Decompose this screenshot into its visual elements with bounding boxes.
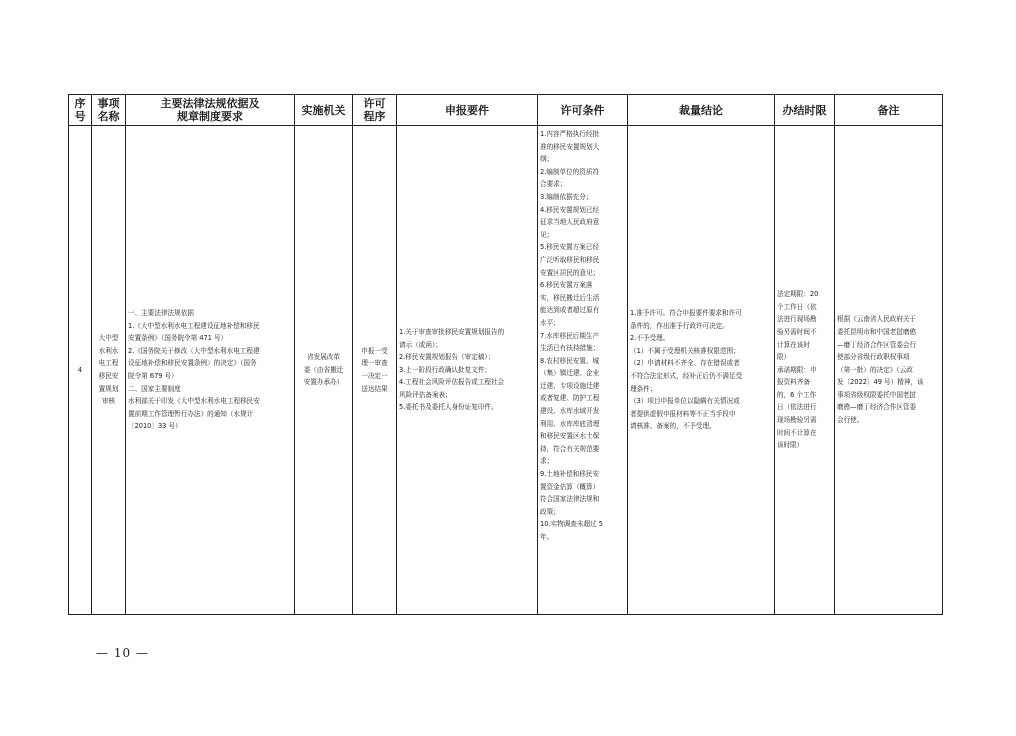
cell-serial: 4: [69, 126, 92, 615]
cell-time-limit: [775, 126, 835, 615]
cell-line: 设征地补偿和移民安置条例〉的决定》（国务: [128, 359, 257, 368]
page-number: — 10 —: [96, 646, 149, 660]
cell-line: 安置区居民的意见；: [540, 268, 600, 277]
cell-line: 风险评估备案表；: [399, 390, 452, 399]
cell-line: 2.编制单位的资质符: [540, 167, 600, 176]
cell-line: 3.上一阶段行政确认批复文件；: [399, 365, 492, 374]
cell-line: 4.移民安置规划已经: [540, 205, 600, 214]
permit-table: [68, 94, 943, 615]
cell-line: 移民安: [98, 372, 119, 380]
cell-line: —磨丁经济合作区管委会行: [837, 340, 917, 349]
cell-line: 现场勘验另需: [777, 416, 817, 425]
cell-line: 二、国家主要制度: [128, 384, 181, 393]
cell-line: 置资金估算（概算）: [540, 482, 600, 491]
cell-line: 5.移民安置方案已经: [540, 243, 600, 252]
cell-line: 准的移民安置规划大: [540, 142, 600, 151]
cell-line: 法进行现场勘: [777, 315, 817, 324]
cell-legal-basis: [126, 126, 295, 615]
cell-line: 申报一受: [361, 346, 388, 355]
cell-line: 使部分省级行政职权事项: [837, 353, 910, 362]
cell-line: 实，移民搬迁后生活: [540, 293, 600, 302]
cell-line: 4.工程社会风险评估报告或工程社会: [399, 378, 505, 387]
header-time-limit: 办结时限: [775, 95, 835, 126]
cell-line: 求；: [540, 457, 554, 466]
cell-line: 2.移民安置规划报告（审定稿）；: [399, 353, 495, 362]
cell-line: （第一批）的决定》（云政: [837, 365, 913, 374]
cell-line: 置前期工作管理暂行办法》的通知（水规计: [128, 409, 254, 418]
cell-line: 验另需时间不: [777, 327, 817, 336]
cell-conditions: [538, 126, 628, 615]
cell-line: 根据《云南省人民政府关于: [837, 315, 917, 324]
cell-line: 会行使。: [837, 416, 864, 425]
cell-line: 安置条例》（国务院令第 471 号）: [128, 334, 228, 343]
cell-line: （集）镇迁建、企业: [540, 369, 600, 378]
cell-line: 委托昆明市和中国老挝磨憨: [837, 327, 917, 336]
cell-line: 或者复建、防护工程: [540, 394, 600, 403]
header-agency: 实施机关: [295, 95, 353, 126]
cell-line: 7.水库移民后期生产: [540, 331, 600, 340]
cell-line: 1.关于审查审批移民安置规划报告的: [399, 327, 505, 336]
cell-line: 1.准予许可。符合申报要件要求和许可: [630, 309, 742, 318]
cell-line: 一决定一: [361, 372, 388, 380]
cell-line: 理一审查: [361, 359, 388, 368]
cell-line: 10.实物调查未超过 5: [540, 520, 603, 529]
cell-line: 利用、水库库底清理: [540, 419, 600, 428]
cell-line: 请示（或函）；: [399, 340, 442, 349]
cell-procedure: [353, 126, 397, 615]
cell-conclusion: [628, 126, 775, 615]
cell-line: 计算在该时: [777, 340, 810, 349]
header-legal-basis: 主要法律法规依据及 规章制度要求: [126, 95, 295, 126]
cell-line: 省发展改革: [307, 353, 340, 362]
cell-line: 安置办承办）: [303, 378, 344, 387]
header-materials: 申报要件: [397, 95, 538, 126]
cell-line: 8.农村移民安置、城: [540, 356, 600, 365]
cell-line: （1）不属于受理机关核准权限范围；: [630, 346, 740, 355]
cell-line: 报资料齐备: [777, 378, 810, 387]
cell-line: 年。: [540, 533, 554, 541]
cell-line: 委（由省搬迁: [303, 365, 344, 374]
cell-line: 建设、水库水域开发: [540, 407, 600, 416]
cell-line: （2）申请材料不齐全、存在错误或者: [630, 359, 740, 368]
cell-line: 个工作日（依: [777, 302, 817, 311]
header-row: [69, 95, 943, 126]
cell-line: 审核: [101, 397, 116, 406]
cell-line: （3）项目申报单位以隐瞒有关情况或: [630, 397, 740, 406]
cell-line: 征求当地人民政府意: [540, 218, 600, 227]
cell-line: 9.土地补偿和移民安: [540, 470, 600, 479]
header-remarks: 备注: [835, 95, 943, 126]
cell-line: 能达到或者超过原有: [540, 306, 600, 315]
cell-line: 1.内容严格执行经批: [540, 130, 600, 138]
cell-line: 一、主要法律法规依据: [128, 309, 194, 318]
cell-line: 的，6 个工作: [777, 390, 817, 399]
cell-line: 大中型: [98, 334, 119, 343]
cell-item-name: [92, 126, 126, 615]
cell-line: 2.《国务院关于修改〈大中型水利水电工程建: [128, 346, 260, 355]
cell-line: 不符合法定形式，经补正后仍不满足受: [630, 372, 743, 380]
cell-line: 政策；: [540, 507, 560, 516]
cell-line: 限）: [777, 353, 791, 362]
cell-line: 〔2010〕33 号）: [128, 422, 182, 431]
cell-line: 3.编制依据充分；: [540, 192, 593, 201]
cell-line: 2.不予受理。: [630, 334, 670, 343]
cell-line: 发〔2022〕49 号）精神，该: [837, 378, 924, 387]
header-procedure: 许可 程序: [353, 95, 397, 126]
cell-line: 事项省级权限委托中国老挝: [837, 390, 917, 399]
header-conclusion: 裁量结论: [628, 95, 775, 126]
cell-line: 水利部关于印发《大中型水利水电工程移民安: [128, 397, 260, 406]
cell-line: 时间不计算在: [777, 428, 817, 437]
cell-line: 迁建、专项设施迁建: [540, 381, 600, 390]
cell-line: 合要求；: [540, 180, 567, 189]
cell-line: 院令第 679 号）: [128, 372, 178, 380]
header-conditions: 许可条件: [538, 95, 628, 126]
cell-line: 5.委托书及委托人身份证复印件。: [399, 403, 498, 412]
cell-line: 者提供虚假申报材料等不正当手段申: [630, 409, 736, 418]
cell-line: 水平；: [540, 318, 560, 327]
table-row: [69, 126, 943, 615]
cell-line: 承诺期限：申: [777, 365, 817, 374]
header-serial: 序 号: [69, 95, 92, 126]
cell-line: 理条件；: [630, 384, 657, 393]
cell-line: 条件的，作出准予行政许可决定。: [630, 321, 729, 330]
cell-line: 该时限）: [777, 441, 804, 450]
cell-line: 符合国家法律法规和: [540, 495, 600, 504]
cell-line: 见；: [540, 230, 554, 239]
cell-line: 日（依法进行: [777, 403, 817, 412]
header-item-name: 事项 名称: [92, 95, 126, 126]
cell-line: 广泛听取移民和移民: [540, 255, 600, 264]
cell-line: 生活已有扶持措施；: [540, 344, 600, 353]
cell-line: 电工程: [98, 359, 119, 368]
cell-line: 和移民安置区水土保: [540, 432, 600, 441]
cell-line: 磨憨—磨丁经济合作区管委: [837, 403, 917, 412]
cell-line: 法定期限：20: [777, 290, 819, 299]
cell-materials: [397, 126, 538, 615]
cell-line: 请核准、备案的，不予受理。: [630, 422, 716, 431]
cell-line: 送达结果: [361, 384, 388, 393]
cell-line: 置规划: [98, 384, 119, 393]
cell-line: 持，符合有关规范要: [540, 444, 600, 453]
cell-agency: [295, 126, 353, 615]
cell-line: 水利水: [98, 346, 119, 355]
cell-line: 6.移民安置方案落: [540, 281, 593, 290]
cell-remarks: [835, 126, 943, 615]
cell-line: 1.《大中型水利水电工程建设征地补偿和移民: [128, 321, 260, 330]
cell-line: 纲；: [540, 155, 554, 164]
